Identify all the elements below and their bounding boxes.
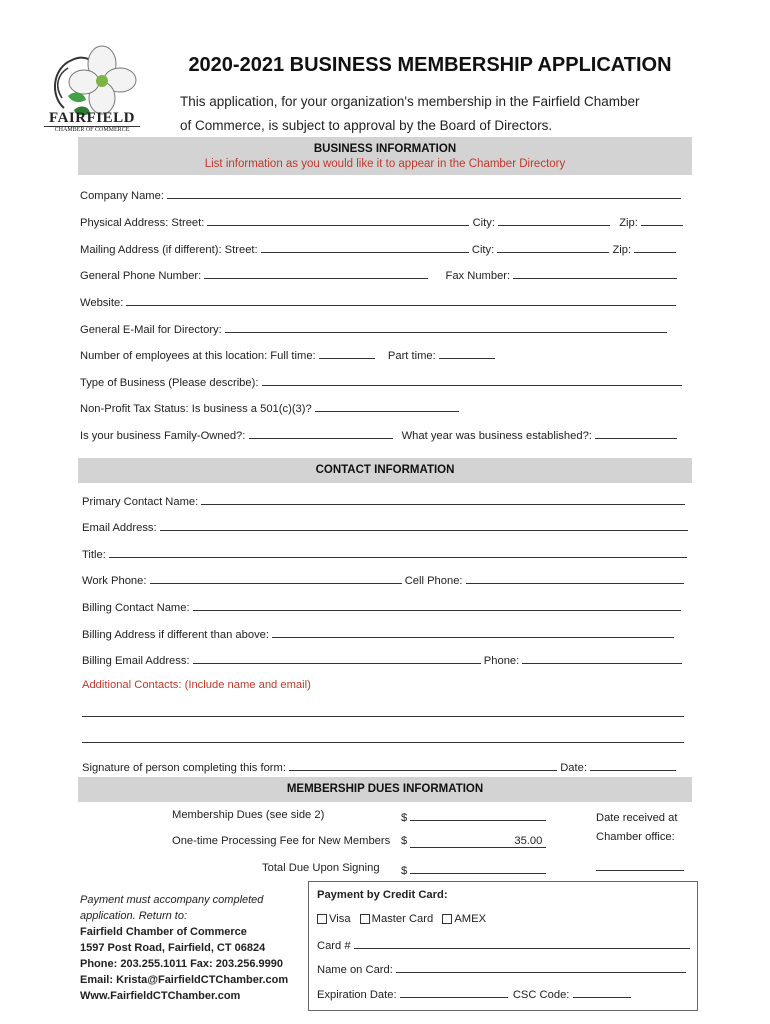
primary-contact-line[interactable]: [201, 493, 685, 505]
logo-subtext: CHAMBER OF COMMERCE: [44, 126, 140, 133]
full-time-line[interactable]: [319, 347, 375, 359]
billing-phone-line[interactable]: [522, 652, 682, 664]
mastercard-option[interactable]: Master Card: [360, 913, 434, 925]
expiration-row: Expiration Date: CSC Code:: [317, 986, 631, 1001]
mailing-address-row: Mailing Address (if different): Street: City: Zip:: [80, 241, 676, 256]
family-owned-line[interactable]: [249, 427, 393, 439]
intro-text: This application, for your organization's membership in the Fairfield Chamber of Commerce, is subject to approval by the Board of Directors.: [180, 94, 640, 133]
chamber-logo: [44, 38, 140, 146]
billing-address-line[interactable]: [272, 626, 674, 638]
website-field[interactable]: Website:: [80, 294, 676, 309]
mailing-zip-line[interactable]: [634, 241, 676, 253]
credit-card-heading: Payment by Credit Card:: [317, 889, 448, 901]
card-type-options: [317, 913, 486, 925]
physical-street-line[interactable]: [207, 214, 469, 226]
directory-email-line[interactable]: [225, 321, 667, 333]
additional-contact-line-2[interactable]: [82, 742, 684, 743]
card-number-line[interactable]: [354, 937, 690, 949]
nonprofit-field[interactable]: Non-Profit Tax Status: Is business a 501(c)(3)?: [80, 400, 459, 415]
billing-email-line[interactable]: [193, 652, 481, 664]
company-name-field[interactable]: Company Name:: [80, 187, 681, 202]
csc-line[interactable]: [573, 986, 631, 998]
mastercard-checkbox[interactable]: [360, 914, 370, 924]
contact-email-line[interactable]: [160, 519, 688, 531]
visa-checkbox[interactable]: [317, 914, 327, 924]
part-time-line[interactable]: [439, 347, 495, 359]
family-owned-row: Is your business Family-Owned?: What year was business established?:: [80, 427, 677, 442]
membership-dues-line[interactable]: [410, 809, 546, 821]
primary-contact-field[interactable]: Primary Contact Name:: [82, 493, 685, 508]
total-due-field[interactable]: $: [401, 862, 546, 877]
additional-contacts-label: Additional Contacts: (Include name and email): [82, 679, 311, 691]
nonprofit-line[interactable]: [315, 400, 459, 412]
contact-title-field[interactable]: Title:: [82, 546, 687, 561]
directory-email-field[interactable]: General E-Mail for Directory:: [80, 321, 667, 336]
signature-line[interactable]: [289, 759, 557, 771]
membership-dues-field[interactable]: $: [401, 809, 546, 824]
cell-phone-line[interactable]: [466, 572, 684, 584]
physical-city-line[interactable]: [498, 214, 610, 226]
business-info-heading: BUSINESS INFORMATION List information as you would like it to appear in the Chamber Directory: [78, 137, 692, 175]
contact-title-line[interactable]: [109, 546, 687, 558]
mailing-street-line[interactable]: [261, 241, 469, 253]
membership-dues-label: Membership Dues (see side 2): [172, 809, 325, 821]
contact-info-heading: CONTACT INFORMATION: [78, 458, 692, 483]
processing-fee-amount: 35.00: [410, 835, 546, 848]
business-type-line[interactable]: [262, 374, 682, 386]
fax-line[interactable]: [513, 267, 677, 279]
payment-instructions: Payment must accompany completed application. Return to: Fairfield Chamber of Commerce 1597 Post Road, Fairfield, CT 06824 Phone: 203.255.1011 Fax: 203.256.9990 Email: Krista@FairfieldCTChamber.com Www.FairfieldCTChamber.com: [80, 894, 289, 1002]
billing-address-field[interactable]: Billing Address if different than above:: [82, 626, 674, 641]
logo-wordmark: FAIRFIELD: [49, 110, 135, 126]
established-year-line[interactable]: [595, 427, 677, 439]
expiration-line[interactable]: [400, 986, 508, 998]
billing-contact-line[interactable]: [193, 599, 681, 611]
amex-option[interactable]: AMEX: [442, 913, 486, 925]
mailing-city-line[interactable]: [497, 241, 609, 253]
processing-fee-label: One-time Processing Fee for New Members: [172, 835, 391, 847]
phone-fax-row: General Phone Number: Fax Number:: [80, 267, 677, 282]
total-due-line[interactable]: [410, 862, 546, 874]
billing-contact-field[interactable]: Billing Contact Name:: [82, 599, 681, 614]
dues-info-heading: MEMBERSHIP DUES INFORMATION: [78, 777, 692, 802]
visa-option[interactable]: Visa: [317, 913, 351, 925]
credit-card-box: [308, 881, 698, 1011]
signature-date-line[interactable]: [590, 759, 676, 771]
website-line[interactable]: [126, 294, 676, 306]
processing-fee-field: $ 35.00: [401, 835, 546, 848]
name-on-card-field[interactable]: Name on Card:: [317, 961, 686, 976]
work-phone-line[interactable]: [150, 572, 402, 584]
business-type-field[interactable]: Type of Business (Please describe):: [80, 374, 682, 389]
name-on-card-line[interactable]: [396, 961, 686, 973]
card-number-field[interactable]: Card #: [317, 937, 690, 952]
employees-row: Number of employees at this location: Full time: Part time:: [80, 347, 495, 362]
date-received-line[interactable]: [596, 870, 684, 871]
amex-checkbox[interactable]: [442, 914, 452, 924]
additional-contact-line-1[interactable]: [82, 716, 684, 717]
signature-row: Signature of person completing this form: Date:: [82, 759, 676, 774]
company-name-line[interactable]: [167, 187, 681, 199]
physical-address-row: Physical Address: Street: City: Zip:: [80, 214, 683, 229]
date-received-box: Date received at Chamber office:: [596, 804, 688, 878]
total-due-label: Total Due Upon Signing: [262, 862, 380, 874]
contact-email-field[interactable]: Email Address:: [82, 519, 688, 534]
general-phone-line[interactable]: [204, 267, 428, 279]
billing-email-row: Billing Email Address: Phone:: [82, 652, 682, 667]
contact-phones-row: Work Phone: Cell Phone:: [82, 572, 684, 587]
physical-zip-line[interactable]: [641, 214, 683, 226]
page-title: 2020-2021 BUSINESS MEMBERSHIP APPLICATION: [188, 54, 672, 76]
